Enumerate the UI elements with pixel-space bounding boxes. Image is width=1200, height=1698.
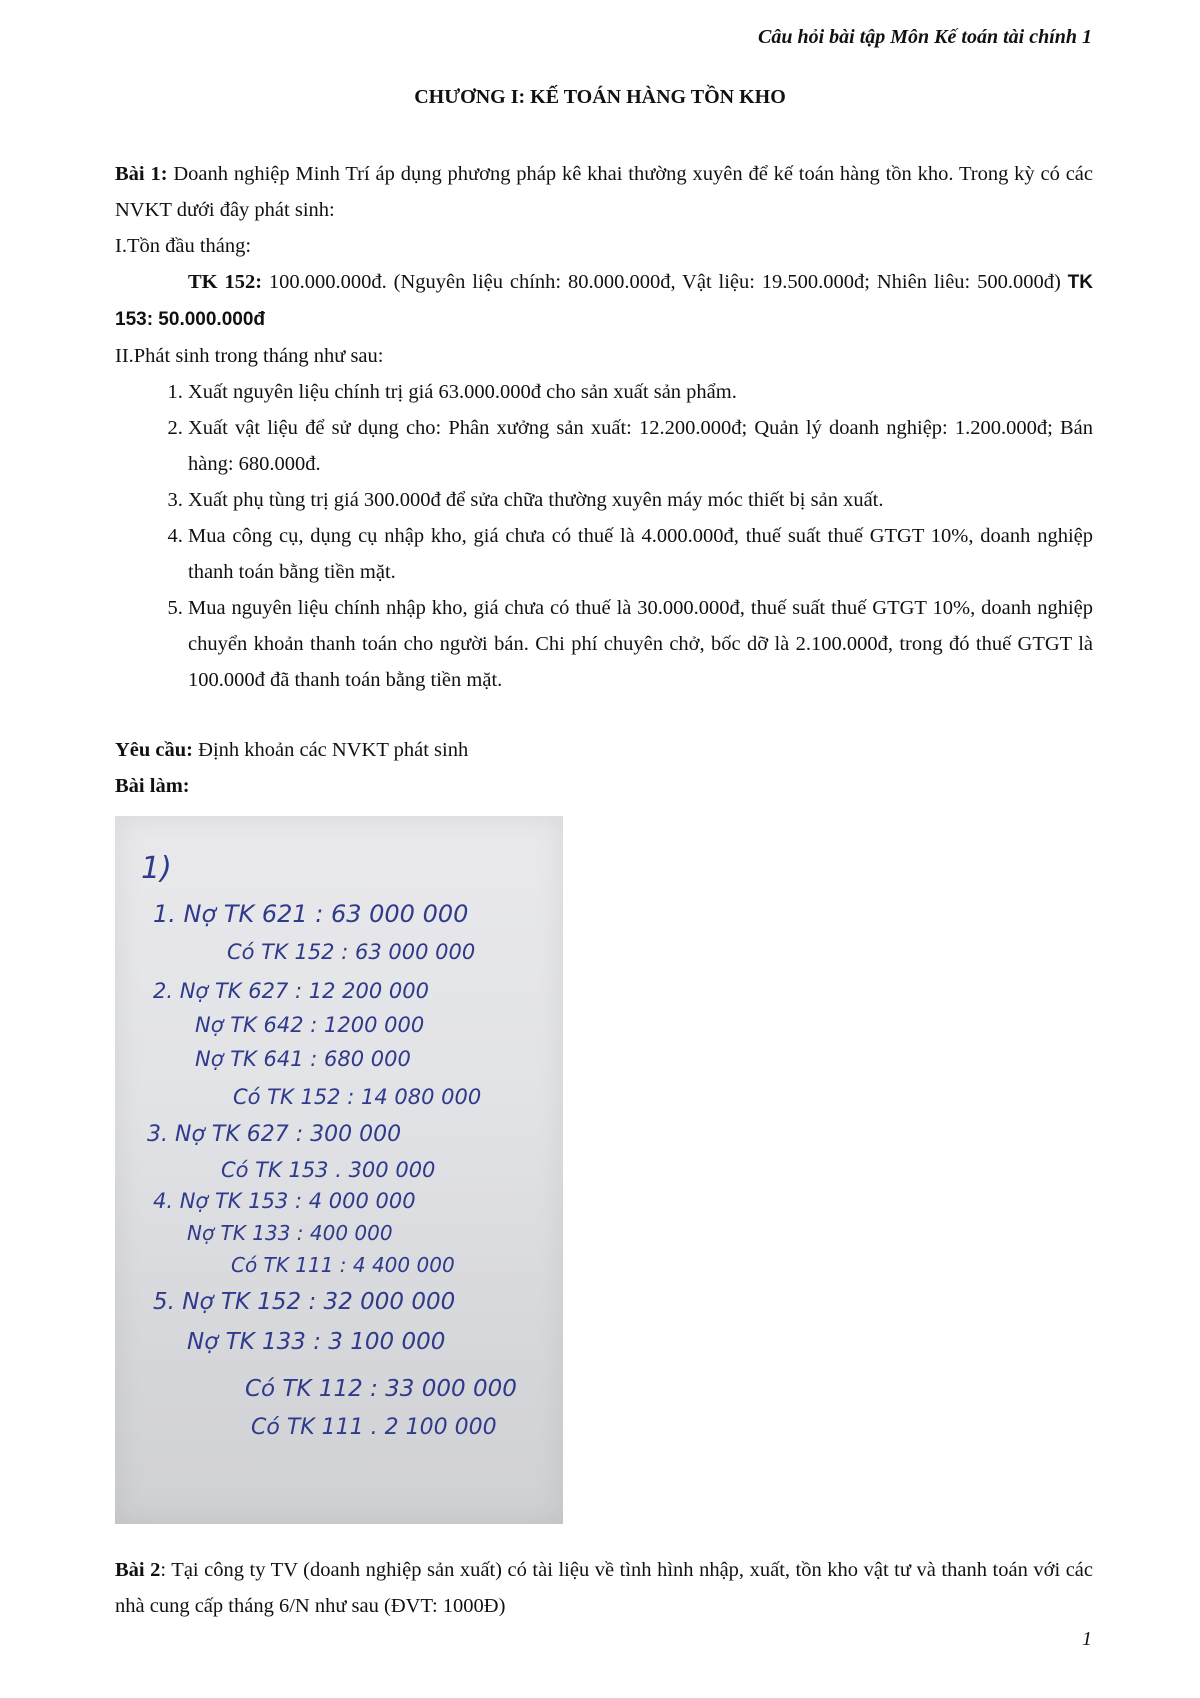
hw-line: 2. Nợ TK 627 : 12 200 000 (153, 979, 429, 1003)
hw-line: Nợ TK 133 : 3 100 000 (187, 1329, 446, 1355)
exercise-2-text: Bài 2: Tại công ty TV (doanh nghiệp sản xuất) có tài liệu về tình hình nhập, xuất, tồn kho vật tư và thanh toán với các nhà cung cấp tháng 6/N như sau (ĐVT: 1000Đ) (115, 1559, 1093, 1617)
requirement: Yêu cầu: Định khoản các NVKT phát sinh (115, 739, 469, 761)
list-item: 5. Mua nguyên liệu chính nhập kho, giá chưa có thuế là 30.000.000đ, thuế suất thuế GTGT 10%, doanh nghiệp chuyển khoản thanh toán cho người bán. Chi phí chuyên chở, bốc dỡ là 2.100.000đ, trong đó thuế GTGT là 100.000đ đã thanh toán bằng tiền mặt. (188, 590, 1093, 698)
hw-line: 3. Nợ TK 627 : 300 000 (147, 1122, 402, 1147)
hw-line: 4. Nợ TK 153 : 4 000 000 (153, 1189, 416, 1213)
handwriting-svg (115, 816, 563, 1524)
hw-line: Nợ TK 642 : 1200 000 (195, 1013, 425, 1037)
hw-line: Nợ TK 133 : 400 000 (187, 1221, 393, 1245)
list-item: 4. Mua công cụ, dụng cụ nhập kho, giá chưa có thuế là 4.000.000đ, thuế suất thuế GTGT 10%, doanh nghiệp thanh toán bằng tiền mặt. (188, 518, 1093, 590)
hw-heading: 1) (141, 851, 172, 886)
hw-line: Có TK 111 : 4 400 000 (231, 1253, 455, 1277)
list-item: 1. Xuất nguyên liệu chính trị giá 63.000.000đ cho sản xuất sản phẩm. (188, 374, 1093, 410)
hw-line: Có TK 111 . 2 100 000 (251, 1415, 497, 1440)
hw-line: Nợ TK 641 : 680 000 (195, 1047, 411, 1071)
exercise-1-intro: Bài 1: Doanh nghiệp Minh Trí áp dụng phương pháp kê khai thường xuyên để kế toán hàng tồn kho. Trong kỳ có các NVKT dưới đây phát sinh: (115, 163, 1093, 221)
exercise-1 (115, 156, 1093, 804)
hw-line: Có TK 112 : 33 000 000 (245, 1376, 517, 1402)
page-number: 1 (1082, 1628, 1092, 1650)
solution-label: Bài làm: (115, 775, 190, 797)
opening-balance-detail: TK 152: 100.000.000đ. (Nguyên liệu chính: 80.000.000đ, Vật liệu: 19.500.000đ; Nhiên liêu: 500.000đ) TK 153: 50.000.000đ (115, 271, 1093, 330)
hw-line: Có TK 153 . 300 000 (221, 1158, 436, 1182)
exercise-2-label: Bài 2 (115, 1559, 161, 1581)
chapter-title: CHƯƠNG I: KẾ TOÁN HÀNG TỒN KHO (414, 86, 786, 108)
exercise-2 (115, 1552, 1093, 1624)
section-transactions: II.Phát sinh trong tháng như sau: (115, 345, 384, 367)
handwritten-solution-photo (115, 816, 563, 1524)
hw-line: Có TK 152 : 14 080 000 (233, 1085, 482, 1109)
transaction-list (115, 374, 1093, 698)
section-opening-balance: I.Tồn đầu tháng: (115, 235, 252, 257)
page-header: Câu hỏi bài tập Môn Kế toán tài chính 1 (758, 26, 1092, 48)
exercise-1-label: Bài 1: (115, 163, 168, 185)
hw-line: 5. Nợ TK 152 : 32 000 000 (153, 1289, 456, 1315)
hw-line: 1. Nợ TK 621 : 63 000 000 (153, 900, 469, 928)
list-item: 3. Xuất phụ tùng trị giá 300.000đ để sửa chữa thường xuyên máy móc thiết bị sản xuất. (188, 482, 1093, 518)
hw-line: Có TK 152 : 63 000 000 (227, 940, 476, 964)
list-item: 2. Xuất vật liệu để sử dụng cho: Phân xưởng sản xuất: 12.200.000đ; Quản lý doanh nghiệp: 1.200.000đ; Bán hàng: 680.000đ. (188, 410, 1093, 482)
